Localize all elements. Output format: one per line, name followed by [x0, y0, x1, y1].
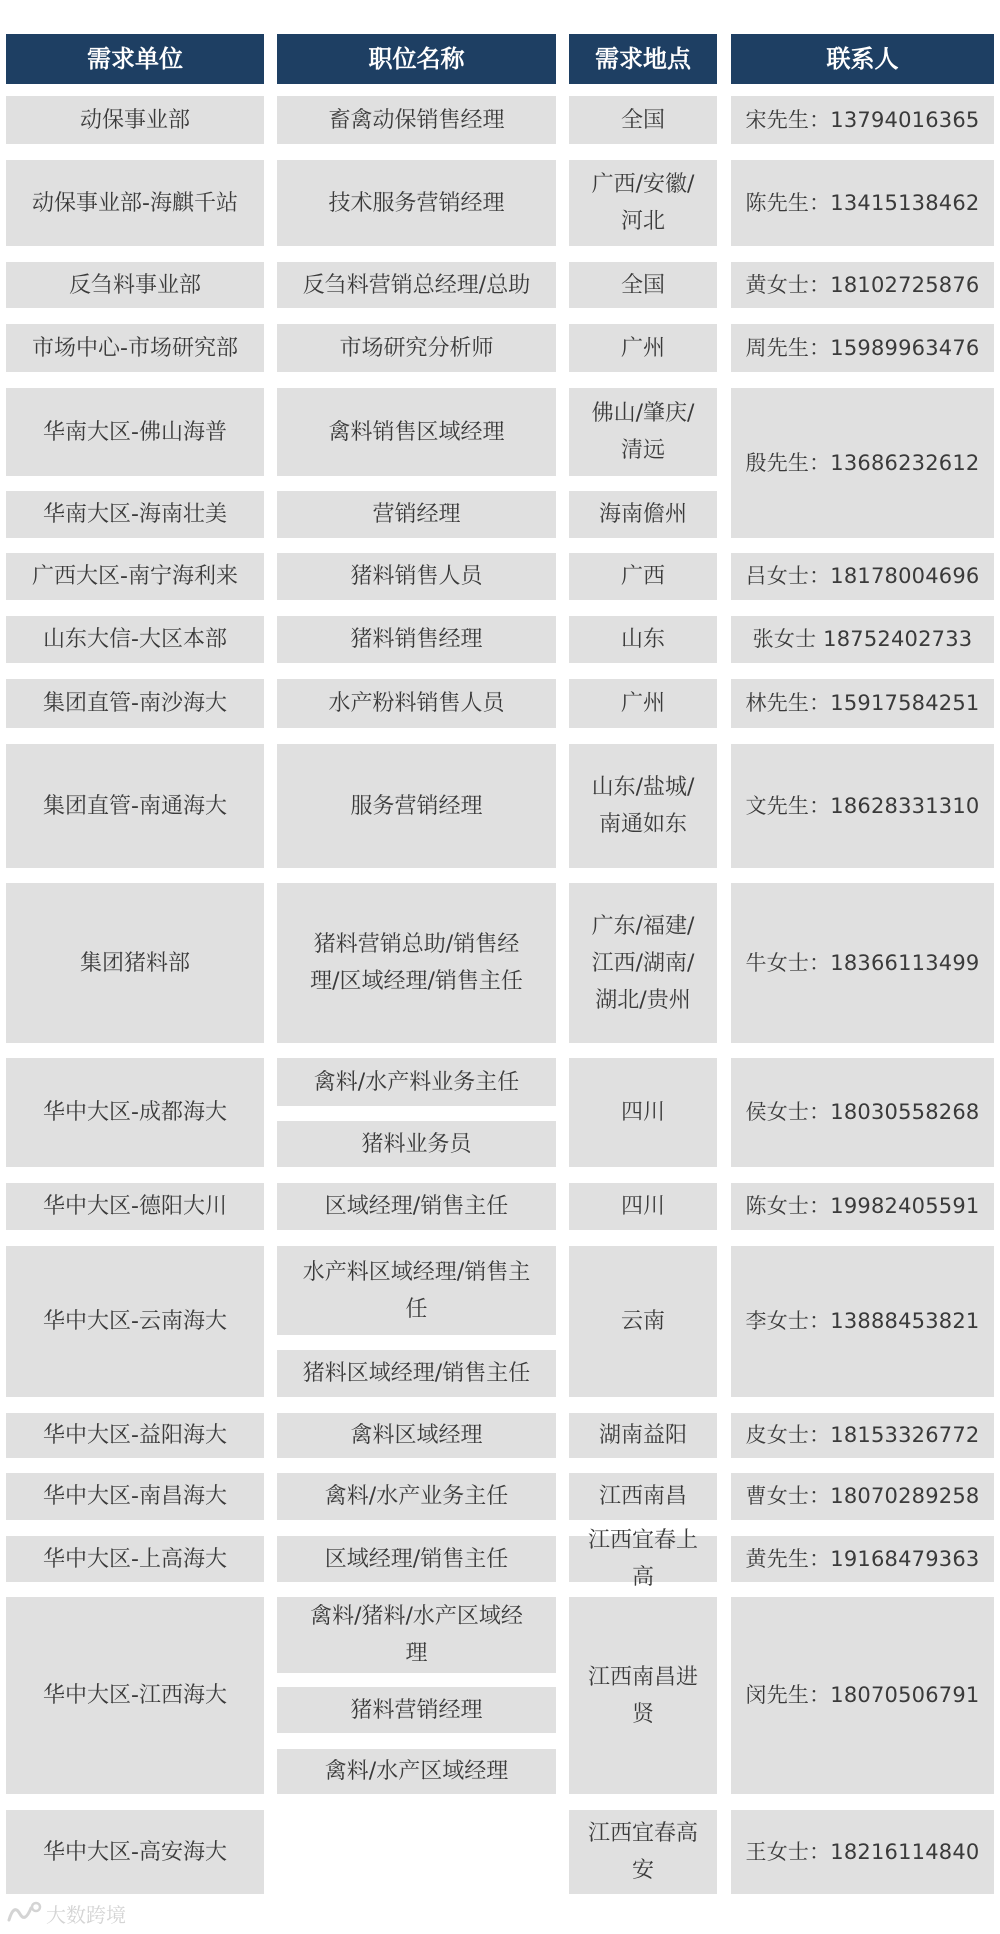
unit-cell: 集团直管-南沙海大	[6, 679, 264, 728]
unit-cell: 动保事业部-海麒千站	[6, 160, 264, 246]
contact-cell: 闵先生：18070506791	[731, 1597, 994, 1794]
header-position: 职位名称	[277, 34, 556, 84]
contact-cell: 文先生：18628331310	[731, 744, 994, 868]
position-cell: 猪料营销总助/销售经 理/区域经理/销售主任	[277, 883, 556, 1043]
position-cell: 水产粉料销售人员	[277, 679, 556, 728]
location-cell: 四川	[569, 1058, 717, 1167]
contact-cell: 宋先生：13794016365	[731, 96, 994, 144]
unit-cell: 动保事业部	[6, 96, 264, 144]
position-cell: 禽料/水产区域经理	[277, 1749, 556, 1794]
position-cell: 禽料/水产业务主任	[277, 1473, 556, 1520]
position-cell: 畜禽动保销售经理	[277, 96, 556, 144]
position-cell: 营销经理	[277, 491, 556, 538]
position-cell: 水产料区域经理/销售主 任	[277, 1246, 556, 1335]
unit-cell: 反刍料事业部	[6, 262, 264, 308]
unit-cell: 华南大区-佛山海普	[6, 388, 264, 476]
header-location: 需求地点	[569, 34, 717, 84]
position-cell: 猪料营销经理	[277, 1687, 556, 1733]
location-cell: 广州	[569, 679, 717, 728]
contact-cell: 吕女士：18178004696	[731, 553, 994, 600]
position-cell: 猪料业务员	[277, 1121, 556, 1167]
location-cell: 广州	[569, 324, 717, 372]
unit-cell: 华中大区-成都海大	[6, 1058, 264, 1167]
unit-cell: 华中大区-高安海大	[6, 1810, 264, 1894]
contact-cell: 陈先生：13415138462	[731, 160, 994, 246]
location-cell: 江西宜春上 高	[569, 1536, 717, 1582]
position-cell: 猪料销售经理	[277, 616, 556, 663]
position-cell: 禽料/水产料业务主任	[277, 1058, 556, 1106]
location-cell: 全国	[569, 262, 717, 308]
contact-cell: 皮女士：18153326772	[731, 1413, 994, 1458]
contact-cell: 陈女士：19982405591	[731, 1183, 994, 1230]
unit-cell: 市场中心-市场研究部	[6, 324, 264, 372]
location-cell: 海南儋州	[569, 491, 717, 538]
location-cell: 山东/盐城/ 南通如东	[569, 744, 717, 868]
contact-cell: 张女士 18752402733	[731, 616, 994, 663]
location-cell: 湖南益阳	[569, 1413, 717, 1458]
header-contact: 联系人	[731, 34, 994, 84]
unit-cell: 华中大区-益阳海大	[6, 1413, 264, 1458]
unit-cell: 集团直管-南通海大	[6, 744, 264, 868]
position-cell: 反刍料营销总经理/总助	[277, 262, 556, 308]
watermark-text: 大数跨境	[46, 1902, 126, 1927]
location-cell: 佛山/肇庆/ 清远	[569, 388, 717, 476]
position-cell: 禽料销售区域经理	[277, 388, 556, 476]
position-cell: 猪料销售人员	[277, 553, 556, 600]
contact-cell: 牛女士：18366113499	[731, 883, 994, 1043]
location-cell: 江西南昌进 贤	[569, 1597, 717, 1794]
contact-cell: 黄先生：19168479363	[731, 1536, 994, 1582]
location-cell: 江西宜春高 安	[569, 1810, 717, 1894]
unit-cell: 华中大区-江西海大	[6, 1597, 264, 1794]
unit-cell: 华中大区-南昌海大	[6, 1473, 264, 1520]
watermark	[6, 1898, 126, 1928]
location-cell: 广西	[569, 553, 717, 600]
position-cell: 区域经理/销售主任	[277, 1183, 556, 1230]
contact-cell: 侯女士：18030558268	[731, 1058, 994, 1167]
location-cell: 山东	[569, 616, 717, 663]
position-cell: 禽料区域经理	[277, 1413, 556, 1458]
unit-cell: 华南大区-海南壮美	[6, 491, 264, 538]
contact-cell: 周先生：15989963476	[731, 324, 994, 372]
location-cell: 云南	[569, 1246, 717, 1397]
contact-cell: 黄女士：18102725876	[731, 262, 994, 308]
location-cell: 全国	[569, 96, 717, 144]
unit-cell: 广西大区-南宁海利来	[6, 553, 264, 600]
position-cell: 禽料/猪料/水产区域经 理	[277, 1597, 556, 1673]
position-cell: 区域经理/销售主任	[277, 1536, 556, 1582]
contact-cell: 林先生：15917584251	[731, 679, 994, 728]
header-unit: 需求单位	[6, 34, 264, 84]
location-cell: 江西南昌	[569, 1473, 717, 1520]
position-cell: 服务营销经理	[277, 744, 556, 868]
contact-cell: 李女士：13888453821	[731, 1246, 994, 1397]
contact-cell: 殷先生：13686232612	[731, 388, 994, 538]
location-cell: 四川	[569, 1183, 717, 1230]
position-cell: 猪料区域经理/销售主任	[277, 1350, 556, 1397]
location-cell: 广西/安徽/ 河北	[569, 160, 717, 246]
contact-cell: 曹女士：18070289258	[731, 1473, 994, 1520]
watermark-logo-icon	[6, 1900, 42, 1926]
contact-cell: 王女士：18216114840	[731, 1810, 994, 1894]
unit-cell: 华中大区-云南海大	[6, 1246, 264, 1397]
unit-cell: 山东大信-大区本部	[6, 616, 264, 663]
unit-cell: 华中大区-上高海大	[6, 1536, 264, 1582]
position-cell: 市场研究分析师	[277, 324, 556, 372]
position-cell: 技术服务营销经理	[277, 160, 556, 246]
location-cell: 广东/福建/ 江西/湖南/ 湖北/贵州	[569, 883, 717, 1043]
unit-cell: 华中大区-德阳大川	[6, 1183, 264, 1230]
unit-cell: 集团猪料部	[6, 883, 264, 1043]
